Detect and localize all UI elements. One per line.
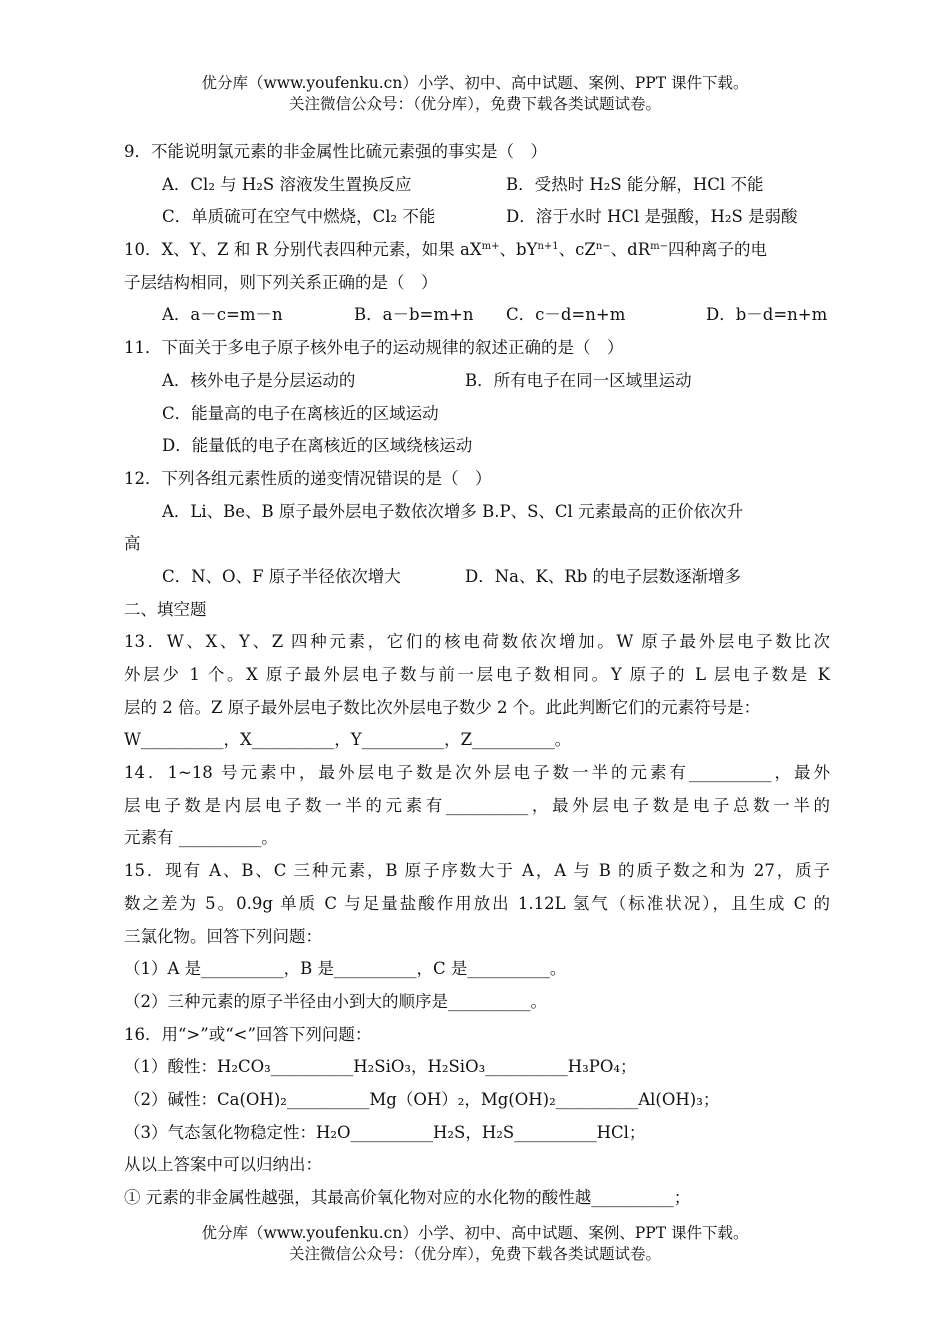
q9-option-c: C．单质硫可在空气中燃烧，Cl₂ 不能 bbox=[162, 207, 436, 227]
q10-option-a: A．a－c=m－n bbox=[162, 305, 283, 325]
q14-line-2: 层电子数是内层电子数一半的元素有__________，最外层电子数是电子总数一半的 bbox=[124, 795, 830, 815]
q11-options-row-1 bbox=[124, 365, 830, 398]
header-banner bbox=[0, 73, 950, 115]
q10-option-d: D．b－d=n+m bbox=[706, 305, 828, 325]
q10-sep-2: 、cZ bbox=[558, 240, 596, 260]
q11-option-b: B．所有电子在同一区域里运动 bbox=[465, 370, 692, 390]
q10-stem bbox=[124, 234, 830, 267]
q13-line-1: 13．W、X、Y、Z 四种元素，它们的核电荷数依次增加。W 原子最外层电子数比次 bbox=[124, 632, 830, 652]
header-line-1: 优分库（www.youfenku.cn）小学、初中、高中试题、案例、PPT 课件下载。 bbox=[201, 74, 749, 92]
q10-stem-2: 子层结构相同，则下列关系正确的是（ ） bbox=[124, 272, 438, 292]
q16-summary-1: ① 元素的非金属性越强，其最高价氧化物对应的水化物的酸性越__________； bbox=[124, 1188, 691, 1207]
q9-options-row-1 bbox=[124, 169, 830, 202]
q12-option-ab-cont: 高 bbox=[124, 534, 141, 554]
q13-line-4: W__________，X__________，Y__________，Z__________。 bbox=[124, 730, 572, 750]
q11-option-c: C．能量高的电子在离核近的区域运动 bbox=[162, 403, 439, 423]
q9-stem: 9．不能说明氯元素的非金属性比硫元素强的事实是（ ） bbox=[124, 142, 547, 161]
q10-sep-1: 、bY bbox=[499, 240, 538, 260]
q15-line-1: 15．现有 A、B、C 三种元素，B 原子序数大于 A，A 与 B 的质子数之和为 27，质子 bbox=[124, 861, 830, 881]
q12-option-c: C．N、O、F 原子半径依次增大 bbox=[162, 566, 401, 586]
q10-option-b: B．a－b=m+n bbox=[354, 305, 474, 325]
q10-options bbox=[124, 299, 830, 332]
q12-option-d: D．Na、K、Rb 的电子层数逐渐增多 bbox=[465, 566, 742, 586]
q10-stem-suffix: 四种离子的电 bbox=[668, 240, 768, 260]
q15-part-1: （1）A 是__________，B 是__________，C 是__________。 bbox=[124, 959, 567, 979]
q11-option-a: A．核外电子是分层运动的 bbox=[162, 370, 356, 390]
q15-part-2: （2）三种元素的原子半径由小到大的顺序是__________。 bbox=[124, 991, 547, 1011]
q10-sup-2: n+1 bbox=[537, 241, 559, 253]
q9-option-a: A．Cl₂ 与 H₂S 溶液发生置换反应 bbox=[162, 174, 412, 194]
q15-line-3: 三氯化物。回答下列问题： bbox=[124, 926, 322, 946]
q9-option-b: B．受热时 H₂S 能分解，HCl 不能 bbox=[506, 174, 764, 194]
question-content bbox=[124, 136, 830, 1215]
q12-options-row-2 bbox=[124, 561, 830, 594]
q14-line-1: 14．1~18 号元素中，最外层电子数是次外层电子数一半的元素有__________，最外 bbox=[124, 763, 830, 783]
q9-option-d: D．溶于水时 HCl 是强酸，H₂S 是弱酸 bbox=[506, 207, 798, 227]
q10-option-c: C．c－d=n+m bbox=[506, 305, 626, 325]
q11-stem: 11．下面关于多电子原子核外电子的运动规律的叙述正确的是（ ） bbox=[124, 338, 624, 358]
q10-stem-prefix: 10．X、Y、Z 和 R 分别代表四种元素，如果 aX bbox=[124, 240, 482, 260]
footer-line-2: 关注微信公众号：（优分库），免费下载各类试题试卷。 bbox=[288, 1245, 661, 1263]
q10-sup-4: m− bbox=[650, 241, 669, 253]
footer-line-1: 优分库（www.youfenku.cn）小学、初中、高中试题、案例、PPT 课件下载。 bbox=[201, 1224, 749, 1242]
q10-sep-3: 、dR bbox=[610, 240, 651, 260]
q14-line-3: 元素有 __________。 bbox=[124, 828, 278, 848]
q13-line-2: 外层少 1 个。X 原子最外层电子数与前一层电子数相同。Y 原子的 L 层电子数是 K bbox=[124, 665, 830, 684]
q16-stem: 16．用“>”或“<”回答下列问题： bbox=[124, 1024, 372, 1044]
q12-stem: 12．下列各组元素性质的递变情况错误的是（ ） bbox=[124, 468, 492, 488]
section-heading: 二、填空题 bbox=[124, 599, 207, 619]
q16-summary: 从以上答案中可以归纳出： bbox=[124, 1155, 322, 1175]
q9-options-row-2 bbox=[124, 201, 830, 234]
q15-line-2: 数之差为 5。0.9g 单质 C 与足量盐酸作用放出 1.12L 氢气（标准状况），且生成 C 的 bbox=[124, 893, 830, 913]
q16-part-1: （1）酸性：H₂CO₃__________H₂SiO₃，H₂SiO₃__________H₃PO₄； bbox=[124, 1057, 637, 1077]
q13-line-3: 层的 2 倍。Z 原子最外层电子数比次外层电子数少 2 个。此此判断它们的元素符号是： bbox=[124, 697, 761, 717]
q12-option-ab: A．Li、Be、B 原子最外层电子数依次增多 B.P、S、Cl 元素最高的正价依次升 bbox=[162, 501, 744, 521]
q16-part-3: （3）气态氢化物稳定性：H₂O__________H₂S，H₂S__________HCl； bbox=[124, 1122, 646, 1142]
q16-part-2: （2）碱性：Ca(OH)₂__________Mg（OH）₂，Mg(OH)₂__________Al(OH)₃； bbox=[124, 1089, 720, 1109]
q11-option-d: D．能量低的电子在离核近的区域绕核运动 bbox=[162, 436, 473, 456]
header-line-2: 关注微信公众号：（优分库），免费下载各类试题试卷。 bbox=[288, 95, 661, 113]
q10-sup-3: n− bbox=[595, 241, 611, 253]
footer-banner bbox=[0, 1223, 950, 1265]
q10-sup-1: m+ bbox=[481, 241, 500, 253]
